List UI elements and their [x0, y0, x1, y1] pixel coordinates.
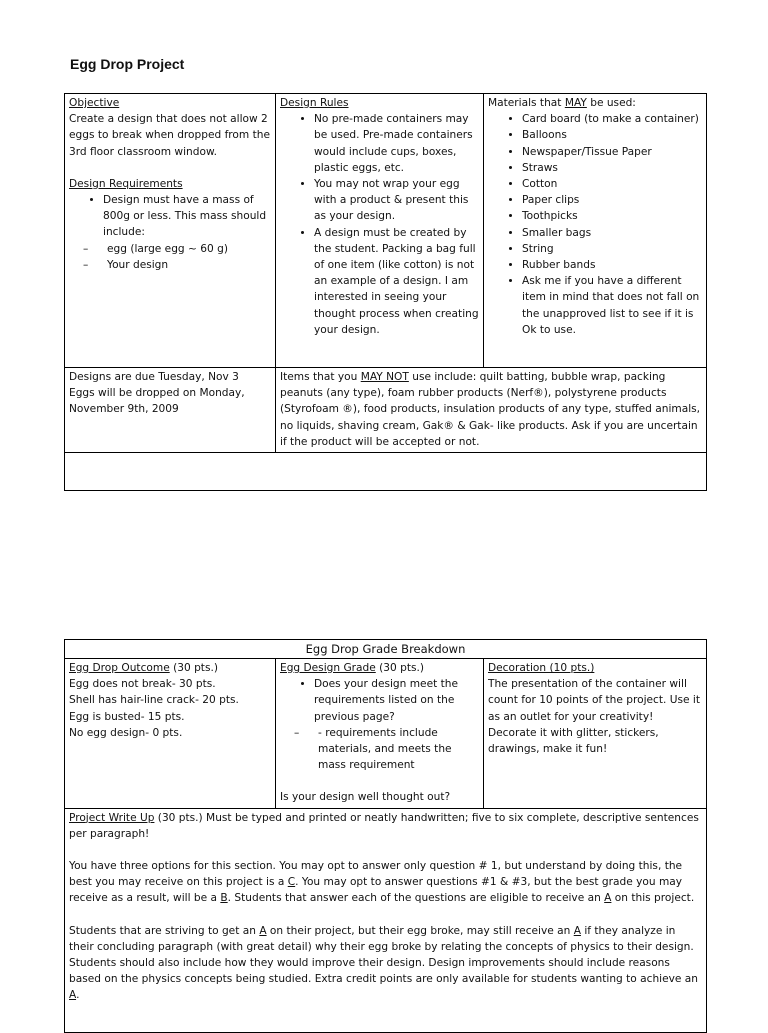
outcome-line: Egg does not break- 30 pts. — [69, 678, 216, 691]
material-item: • Ask me if you have a different item in mind that does not fall on the unapproved list to see if it is Ok to use. — [522, 273, 702, 338]
grade-breakdown-table — [64, 639, 707, 1033]
material-item: • Rubber bands — [522, 257, 702, 273]
mass-requirement: • Design must have a mass of 800g or less. This mass should include: — [103, 192, 271, 241]
rule-item: • No pre-made containers may be used. Pre-made containers would include cups, boxes, plastic eggs, etc. — [314, 111, 479, 176]
design-grade-bullet: • Does your design meet the requirements listed on the previous page? — [314, 676, 479, 725]
sub-item-egg: – egg (large egg ~ 60 g) — [107, 241, 271, 257]
design-grade-heading: Egg Design Grade (30 pts.) — [280, 662, 425, 674]
due-date-cell — [65, 368, 276, 453]
design-requirements-heading: Design Requirements — [69, 177, 183, 190]
page-title: Egg Drop Project — [70, 56, 185, 72]
empty-row — [65, 453, 707, 491]
may-not-label: MAY NOT — [360, 371, 409, 383]
decoration-cell — [484, 659, 707, 809]
design-grade-question: Is your design well thought out? — [280, 791, 451, 804]
material-item: • Newspaper/Tissue Paper — [522, 144, 702, 160]
outcome-cell — [65, 659, 276, 809]
outcome-line: No egg design- 0 pts. — [69, 726, 183, 739]
rule-item: • You may not wrap your egg with a product & present this as your design. — [314, 176, 479, 225]
not-allowed-text: use include: quilt batting, bubble wrap, packing peanuts (any type), foam rubber products (Nerf®), polystyrene products (Styrofoam ®), food products, insulation products of any type, stuffed animals, no liquids, shaving cream, Gak® & Gak- like products. Ask if you are uncertain if the product will be accepted or not. — [280, 371, 701, 448]
objective-cell — [65, 94, 276, 368]
material-item: • String — [522, 241, 702, 257]
not-allowed-cell: Items that you MAY NOT use include: quilt batting, bubble wrap, packing peanuts (any type), foam rubber products (Nerf®), polystyrene products (Styrofoam ®), food products, insulation products of any type, stuffed animals, no liquids, shaving cream, Gak® & Gak- like products. Ask if you are uncertain if the product will be accepted or not. — [276, 368, 707, 453]
objective-text: Create a design that does not allow 2 eggs to break when dropped from the 3rd floor classroom window. — [69, 113, 270, 158]
design-grade-cell — [276, 659, 484, 809]
material-item: • Smaller bags — [522, 225, 702, 241]
sub-item-design: – Your design — [107, 257, 271, 273]
grade-breakdown-header: Egg Drop Grade Breakdown — [65, 640, 707, 659]
write-up-cell — [65, 808, 707, 1032]
outcome-line: Egg is busted- 15 pts. — [69, 710, 185, 723]
material-item: • Card board (to make a container) — [522, 111, 702, 127]
write-up-broken-egg: Students that are striving to get an A on their project, but their egg broke, may still receive an A if they analyze in their concluding paragraph (with great detail) why their egg broke by relating the concepts of physics to their design. Students should also include how they would improve their design. Design improvements should include reasons based on the physics concepts being studied. Extra credit points are only available for students wanting to achieve an A. — [69, 924, 698, 1002]
project-info-table — [64, 93, 707, 491]
write-up-options: You have three options for this section. You may opt to answer only question # 1, but understand by doing this, the best you may receive on this project is a C. You may opt to answer questions #1 & #3, but the best grade you may receive as a result, will be a B. Students that answer each of the questions are eligible to receive an A on this project. — [69, 860, 695, 905]
outcome-heading: Egg Drop Outcome (30 pts.) — [69, 662, 218, 674]
drop-date-line: Eggs will be dropped on Monday, November 9th, 2009 — [69, 387, 245, 416]
decoration-text: The presentation of the container will count for 10 points of the project. Use it as an outlet for your creativity! Decorate it with glitter, stickers, drawings, make it fun! — [488, 678, 701, 756]
materials-cell — [484, 94, 707, 368]
material-item: • Balloons — [522, 127, 702, 143]
material-item: • Toothpicks — [522, 208, 702, 224]
objective-heading: Objective — [69, 97, 120, 109]
material-item: • Straws — [522, 160, 702, 176]
rule-item: • A design must be created by the student. Packing a bag full of one item (like cotton) is not an example of a design. I am interested in seeing your thought process when creating your design. — [314, 225, 479, 338]
material-item: • Paper clips — [522, 192, 702, 208]
decoration-heading: Decoration (10 pts.) — [488, 662, 595, 674]
write-up-intro: Project Write Up (30 pts.) Must be typed and printed or neatly handwritten; five to six complete, descriptive sentences per paragraph! — [69, 811, 699, 840]
design-rules-cell — [276, 94, 484, 368]
design-rules-heading: Design Rules — [280, 97, 349, 109]
outcome-line: Shell has hair-line crack- 20 pts. — [69, 694, 239, 707]
materials-heading: Materials that MAY be used: — [488, 97, 636, 109]
material-item: • Cotton — [522, 176, 702, 192]
design-grade-sub: – - requirements include materials, and meets the mass requirement — [318, 725, 479, 774]
due-date-line: Designs are due Tuesday, Nov 3 — [69, 371, 239, 383]
